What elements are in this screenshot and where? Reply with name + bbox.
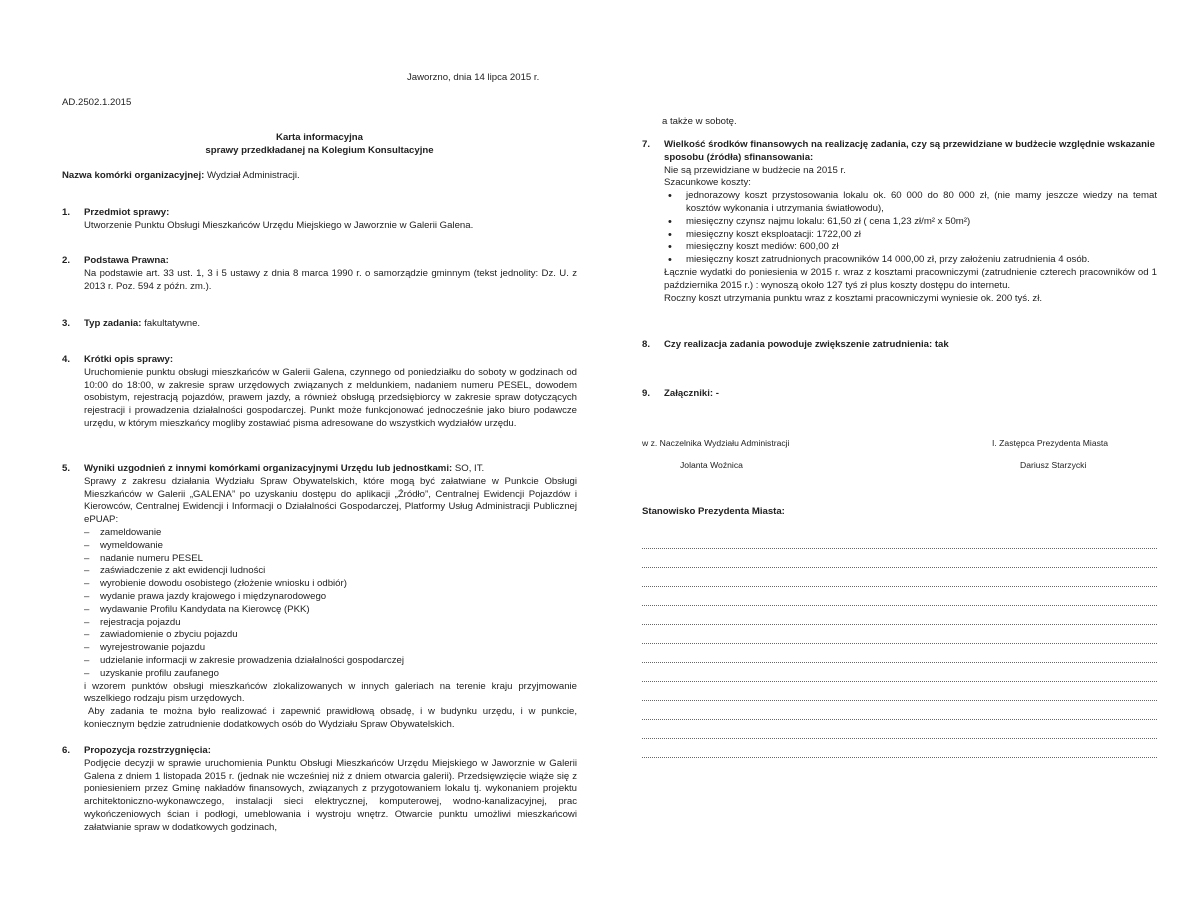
list-item: • miesięczny koszt zatrudnionych pracowników 14 000,00 zł, przy założeniu zatrudnienia 4 osób. xyxy=(664,254,1157,267)
section-title: Krótki opis sprawy: xyxy=(84,354,174,365)
section-8 xyxy=(642,339,1157,352)
section-9 xyxy=(642,388,1157,401)
list-item: – wydanie prawa jazdy krajowego i międzynarodowego xyxy=(84,591,577,604)
dotted-line xyxy=(642,549,1157,568)
section-number: 6. xyxy=(62,745,71,756)
president-position-lines xyxy=(642,530,1157,758)
section-number: 3. xyxy=(62,318,71,329)
list-item: – wydawanie Profilu Kandydata na Kierowcę (PKK) xyxy=(84,604,577,617)
costs-list xyxy=(664,190,1157,267)
list-item: – wyrejestrowanie pojazdu xyxy=(84,642,577,655)
reference-number: AD.2502.1.2015 xyxy=(62,97,132,108)
list-item: • miesięczny czynsz najmu lokalu: 61,50 zł ( cena 1,23 zł/m² x 50m²) xyxy=(664,216,1157,229)
dotted-line xyxy=(642,625,1157,644)
dotted-line xyxy=(642,682,1157,701)
section-title: Czy realizacja zadania powoduje zwiększenie zatrudnienia: xyxy=(664,339,933,350)
section-number: 1. xyxy=(62,207,71,218)
unit-label: Nazwa komórki organizacyjnej: xyxy=(62,170,205,181)
list-item: – uzyskanie profilu zaufanego xyxy=(84,668,577,681)
section-7 xyxy=(642,139,1157,305)
section-intro: Sprawy z zakresu działania Wydziału Spraw Obywatelskich, które mogą być załatwiane w Punkcie Obsługi Mieszkańców w Galerii „GALENA” po uzyskaniu dostępu do aplikacji „Źródło”, Centralnej Ewidencji Pojazdów i Kierowców, Centralnej Ewidencji i Informacji o Działalności Gospodarczej, Platformy Usług Administracji Publicznej ePUAP: xyxy=(84,475,577,526)
list-item: • jednorazowy koszt przystosowania lokalu ok. 60 000 do 80 000 zł, (nie mamy jeszcze wiedzy na temat kosztów wykonania i utrzymania światłowodu), xyxy=(664,190,1157,216)
section-value: SO, IT. xyxy=(454,463,485,474)
section-text: Utworzenie Punktu Obsługi Mieszkańców Urzędu Miejskiego w Jaworznie w Galerii Galena. xyxy=(84,219,474,231)
section-title: Przedmiot sprawy: xyxy=(84,207,170,218)
unit-value: Wydział Administracji. xyxy=(207,170,300,181)
dotted-line xyxy=(642,720,1157,739)
title-line-1: Karta informacyjna xyxy=(276,132,363,143)
section-text: Uruchomienie punktu obsługi mieszkańców w Galerii Galena, czynnego od poniedziałku do soboty w godzinach od 10:00 do 18:00, w zakresie spraw urzędowych związanych z meldunkiem, nadaniem numeru PESEL, dowodem osobistym, rejestracją pojazdów, prawem jazdy, a również obsługą przedsiębiorcy w zakresie spraw dotyczących rejestracji i prowadzenia działalności gospodarczej. Punkt może funkcjonować jednocześnie jako biuro podawcze urzędu, w którym mieszkańcy mogliby zostawiać pisma adresowane do wszystkich wydziałów urzędu. xyxy=(84,366,577,429)
section-5 xyxy=(62,463,577,732)
signature-right-role: I. Zastępca Prezydenta Miasta xyxy=(992,438,1109,448)
list-item: – wyrobienie dowodu osobistego (złożenie wniosku i odbiór) xyxy=(84,578,577,591)
section-text: Na podstawie art. 33 ust. 1, 3 i 5 ustawy z dnia 8 marca 1990 r. o samorządzie gminnym (tekst jednolity: Dz. U. z 2013 r. Poz. 594 z późn. zm.). xyxy=(84,267,577,292)
section-4 xyxy=(62,354,577,431)
section-title: Wielkość środków finansowych na realizację zadania, czy są przewidziane w budżecie względnie wskazanie sposobu (źródła) sfinansowania: xyxy=(664,139,1155,163)
section-title: Typ zadania: xyxy=(84,318,142,329)
signature-right-name: Dariusz Starzycki xyxy=(1020,460,1087,470)
section-title: Załączniki: xyxy=(664,388,714,399)
list-item: – zameldowanie xyxy=(84,527,577,540)
unit-line xyxy=(62,170,300,183)
list-item: – zawiadomienie o zbyciu pojazdu xyxy=(84,629,577,642)
section-number: 8. xyxy=(642,339,651,350)
president-position-title: Stanowisko Prezydenta Miasta: xyxy=(642,506,785,517)
costs-label: Szacunkowe koszty: xyxy=(664,177,751,189)
section-text: Podjęcie decyzji w sprawie uruchomienia Punktu Obsługi Mieszkańców Urzędu Miejskiego w Jaworznie w Galerii Galena z dniem 1 listopada 2015 r. (jednak nie wcześniej niż z dniem otwarcia galerii). Przedsięwzięcie wiąże się z poniesieniem przez Gminę nakładów finansowych, związanych z przygotowaniem lokalu tj. wykonaniem projektu architektoniczno-wykonawczego, instalacji sieci elektrycznej, komputerowej, wodno-kanalizacyjnej, prac wykończeniowych ścian i podłogi, umeblowania i wystroju wnętrz. Otwarcie punktu umożliwi mieszkańcowi załatwianie spraw w dodatkowych godzinach, xyxy=(84,757,577,833)
dotted-line xyxy=(642,663,1157,682)
dotted-line xyxy=(642,739,1157,758)
section-title: Propozycja rozstrzygnięcia: xyxy=(84,745,211,756)
section-number: 4. xyxy=(62,354,71,365)
list-item: • miesięczny koszt mediów: 600,00 zł xyxy=(664,241,1157,254)
section-outro-1: i wzorem punktów obsługi mieszkańców zlokalizowanych w innych galeriach na terenie kraju przyjmowanie wszelkiego rodzaju pism urzędowych. xyxy=(84,680,577,705)
section-1 xyxy=(62,207,577,233)
dotted-line xyxy=(642,530,1157,549)
section-title: Podstawa Prawna: xyxy=(84,255,169,266)
budget-line: Nie są przewidziane w budżecie na 2015 r. xyxy=(664,164,846,176)
dotted-line xyxy=(642,587,1157,606)
section-value: tak xyxy=(934,339,949,350)
list-item: – wymeldowanie xyxy=(84,540,577,553)
list-item: • miesięczny koszt eksploatacji: 1722,00 zł xyxy=(664,229,1157,242)
section-number: 9. xyxy=(642,388,651,399)
signature-left-name: Jolanta Woźnica xyxy=(680,460,743,470)
section-3 xyxy=(62,318,577,331)
section-number: 7. xyxy=(642,139,651,150)
dotted-line xyxy=(642,568,1157,587)
dotted-line xyxy=(642,701,1157,720)
list-item: – rejestracja pojazdu xyxy=(84,617,577,630)
list-item: – zaświadczenie z akt ewidencji ludności xyxy=(84,565,577,578)
signature-left-role: w z. Naczelnika Wydziału Administracji xyxy=(642,438,790,448)
section-number: 5. xyxy=(62,463,71,474)
dotted-line xyxy=(642,644,1157,663)
place-date: Jaworzno, dnia 14 lipca 2015 r. xyxy=(407,72,540,83)
list-item: – udzielanie informacji w zakresie prowadzenia działalności gospodarczej xyxy=(84,655,577,668)
document-title xyxy=(62,132,577,158)
dotted-line xyxy=(642,606,1157,625)
section-6 xyxy=(62,745,577,835)
costs-summary-1: Łącznie wydatki do poniesienia w 2015 r. wraz z kosztami pracowniczymi (zatrudnienie czterech pracowników od 1 października 2015 r.) : wynoszą około 127 tyś zł plus koszty dostępu do internetu. xyxy=(664,266,1157,291)
continuation-text: a także w sobotę. xyxy=(662,116,737,127)
list-item: – nadanie numeru PESEL xyxy=(84,553,577,566)
section-2 xyxy=(62,255,577,293)
section-value: - xyxy=(715,388,719,399)
services-list xyxy=(84,527,577,681)
section-value: fakultatywne. xyxy=(144,318,201,329)
title-line-2: sprawy przedkładanej na Kolegium Konsultacyjne xyxy=(205,144,434,156)
section-outro-2: Aby zadania te można było realizować i zapewnić prawidłową obsadę, i w budynku urzędu, i w punkcie, koniecznym będzie zatrudnienie dodatkowych osób do Wydziału Spraw Obywatelskich. xyxy=(84,706,577,730)
costs-summary-2: Roczny koszt utrzymania punktu wraz z kosztami pracowniczymi wyniesie ok. 200 tyś. zł. xyxy=(664,292,1043,304)
section-number: 2. xyxy=(62,255,71,266)
section-title: Wyniki uzgodnień z innymi komórkami organizacyjnymi Urzędu lub jednostkami: xyxy=(84,463,453,474)
